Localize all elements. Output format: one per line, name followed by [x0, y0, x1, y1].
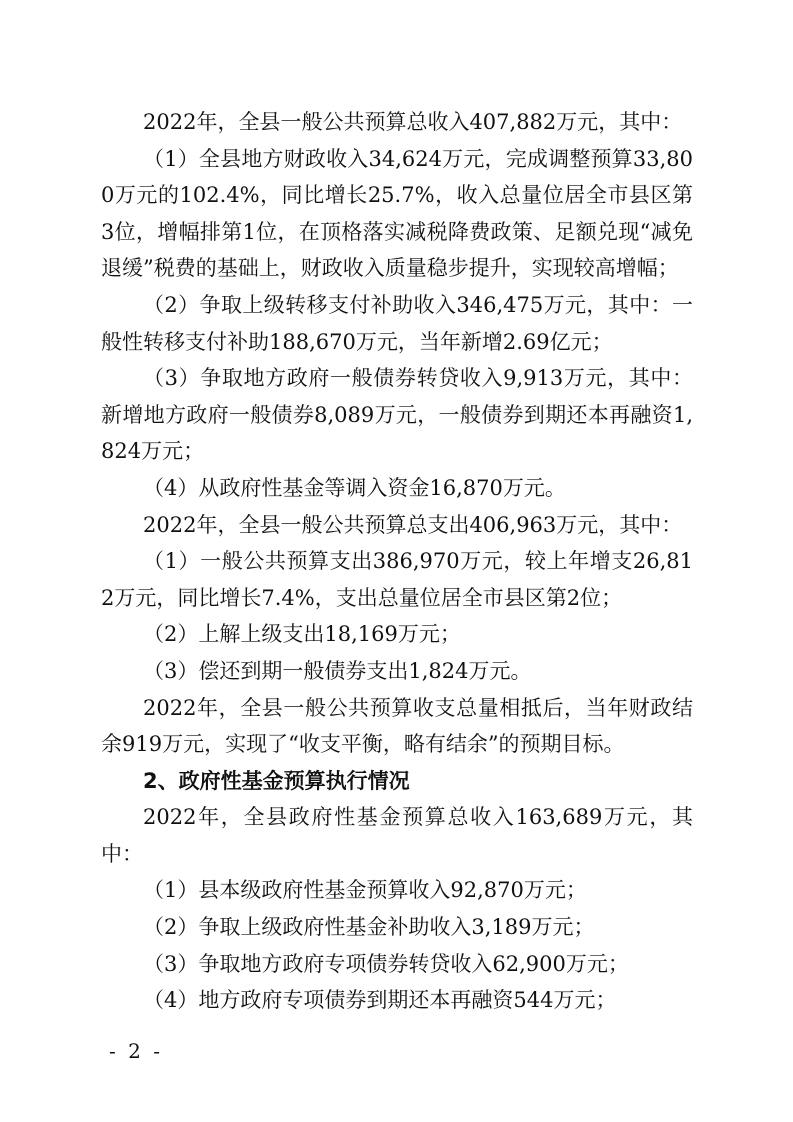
paragraph-budget-balance: 2022年，全县一般公共预算收支总量相抵后，当年财政结余919万元，实现了“收支平衡，略有结余”的预期目标。: [101, 695, 693, 757]
paragraph-general-budget-expenditure: （1）一般公共预算支出386,970万元，较上年增支26,812万元，同比增长7.4%，支出总量位居全市县区第2位；: [101, 549, 693, 610]
section-heading-government-fund: 2、政府性基金预算执行情况: [143, 768, 410, 793]
paragraph-fund-revenue-total: 2022年，全县政府性基金预算总收入163,689万元，其中：: [101, 805, 693, 866]
body-text: [101, 104, 693, 1019]
paragraph-general-budget-expenditure-total: 2022年，全县一般公共预算总支出406,963万元，其中：: [143, 512, 683, 537]
paragraph-local-fiscal-revenue: （1）全县地方财政收入34,624万元，完成调整预算33,800万元的102.4%，同比增长25.7%，收入总量位居全市县区第3位，增幅排第1位，在顶格落实减税降费政策、足额兑现“减免退缓”税费的基础上，财政收入质量稳步提升，实现较高增幅；: [101, 146, 693, 281]
paragraph-bond-repayment-expenditure: （3）偿还到期一般债券支出1,824万元。: [143, 658, 532, 683]
paragraph-transfer-payment-revenue: （2）争取上级转移支付补助收入346,475万元，其中：一般性转移支付补助188,670万元，当年新增2.69亿元；: [101, 292, 693, 354]
paragraph-general-budget-revenue-total: 2022年，全县一般公共预算总收入407,882万元，其中：: [143, 110, 683, 134]
paragraph-special-bond-refinancing: （4）地方政府专项债券到期还本再融资544万元；: [143, 988, 617, 1013]
paragraph-remittance-expenditure: （2）上解上级支出18,169万元；: [143, 622, 461, 647]
paragraph-special-bond-revenue: （3）争取地方政府专项债券转贷收入62,900万元；: [143, 951, 629, 976]
paragraph-county-fund-revenue: （1）县本级政府性基金预算收入92,870万元；: [143, 878, 587, 903]
paragraph-fund-transfer-in: （4）从政府性基金等调入资金16,870万元。: [143, 475, 566, 500]
paragraph-fund-subsidy-revenue: （2）争取上级政府性基金补助收入3,189万元；: [143, 915, 595, 940]
page-number: - 2 -: [109, 1039, 163, 1063]
paragraph-general-bond-revenue: （3）争取地方政府一般债券转贷收入9,913万元，其中：新增地方政府一般债券8,089万元，一般债券到期还本再融资1,824万元；: [101, 366, 693, 464]
